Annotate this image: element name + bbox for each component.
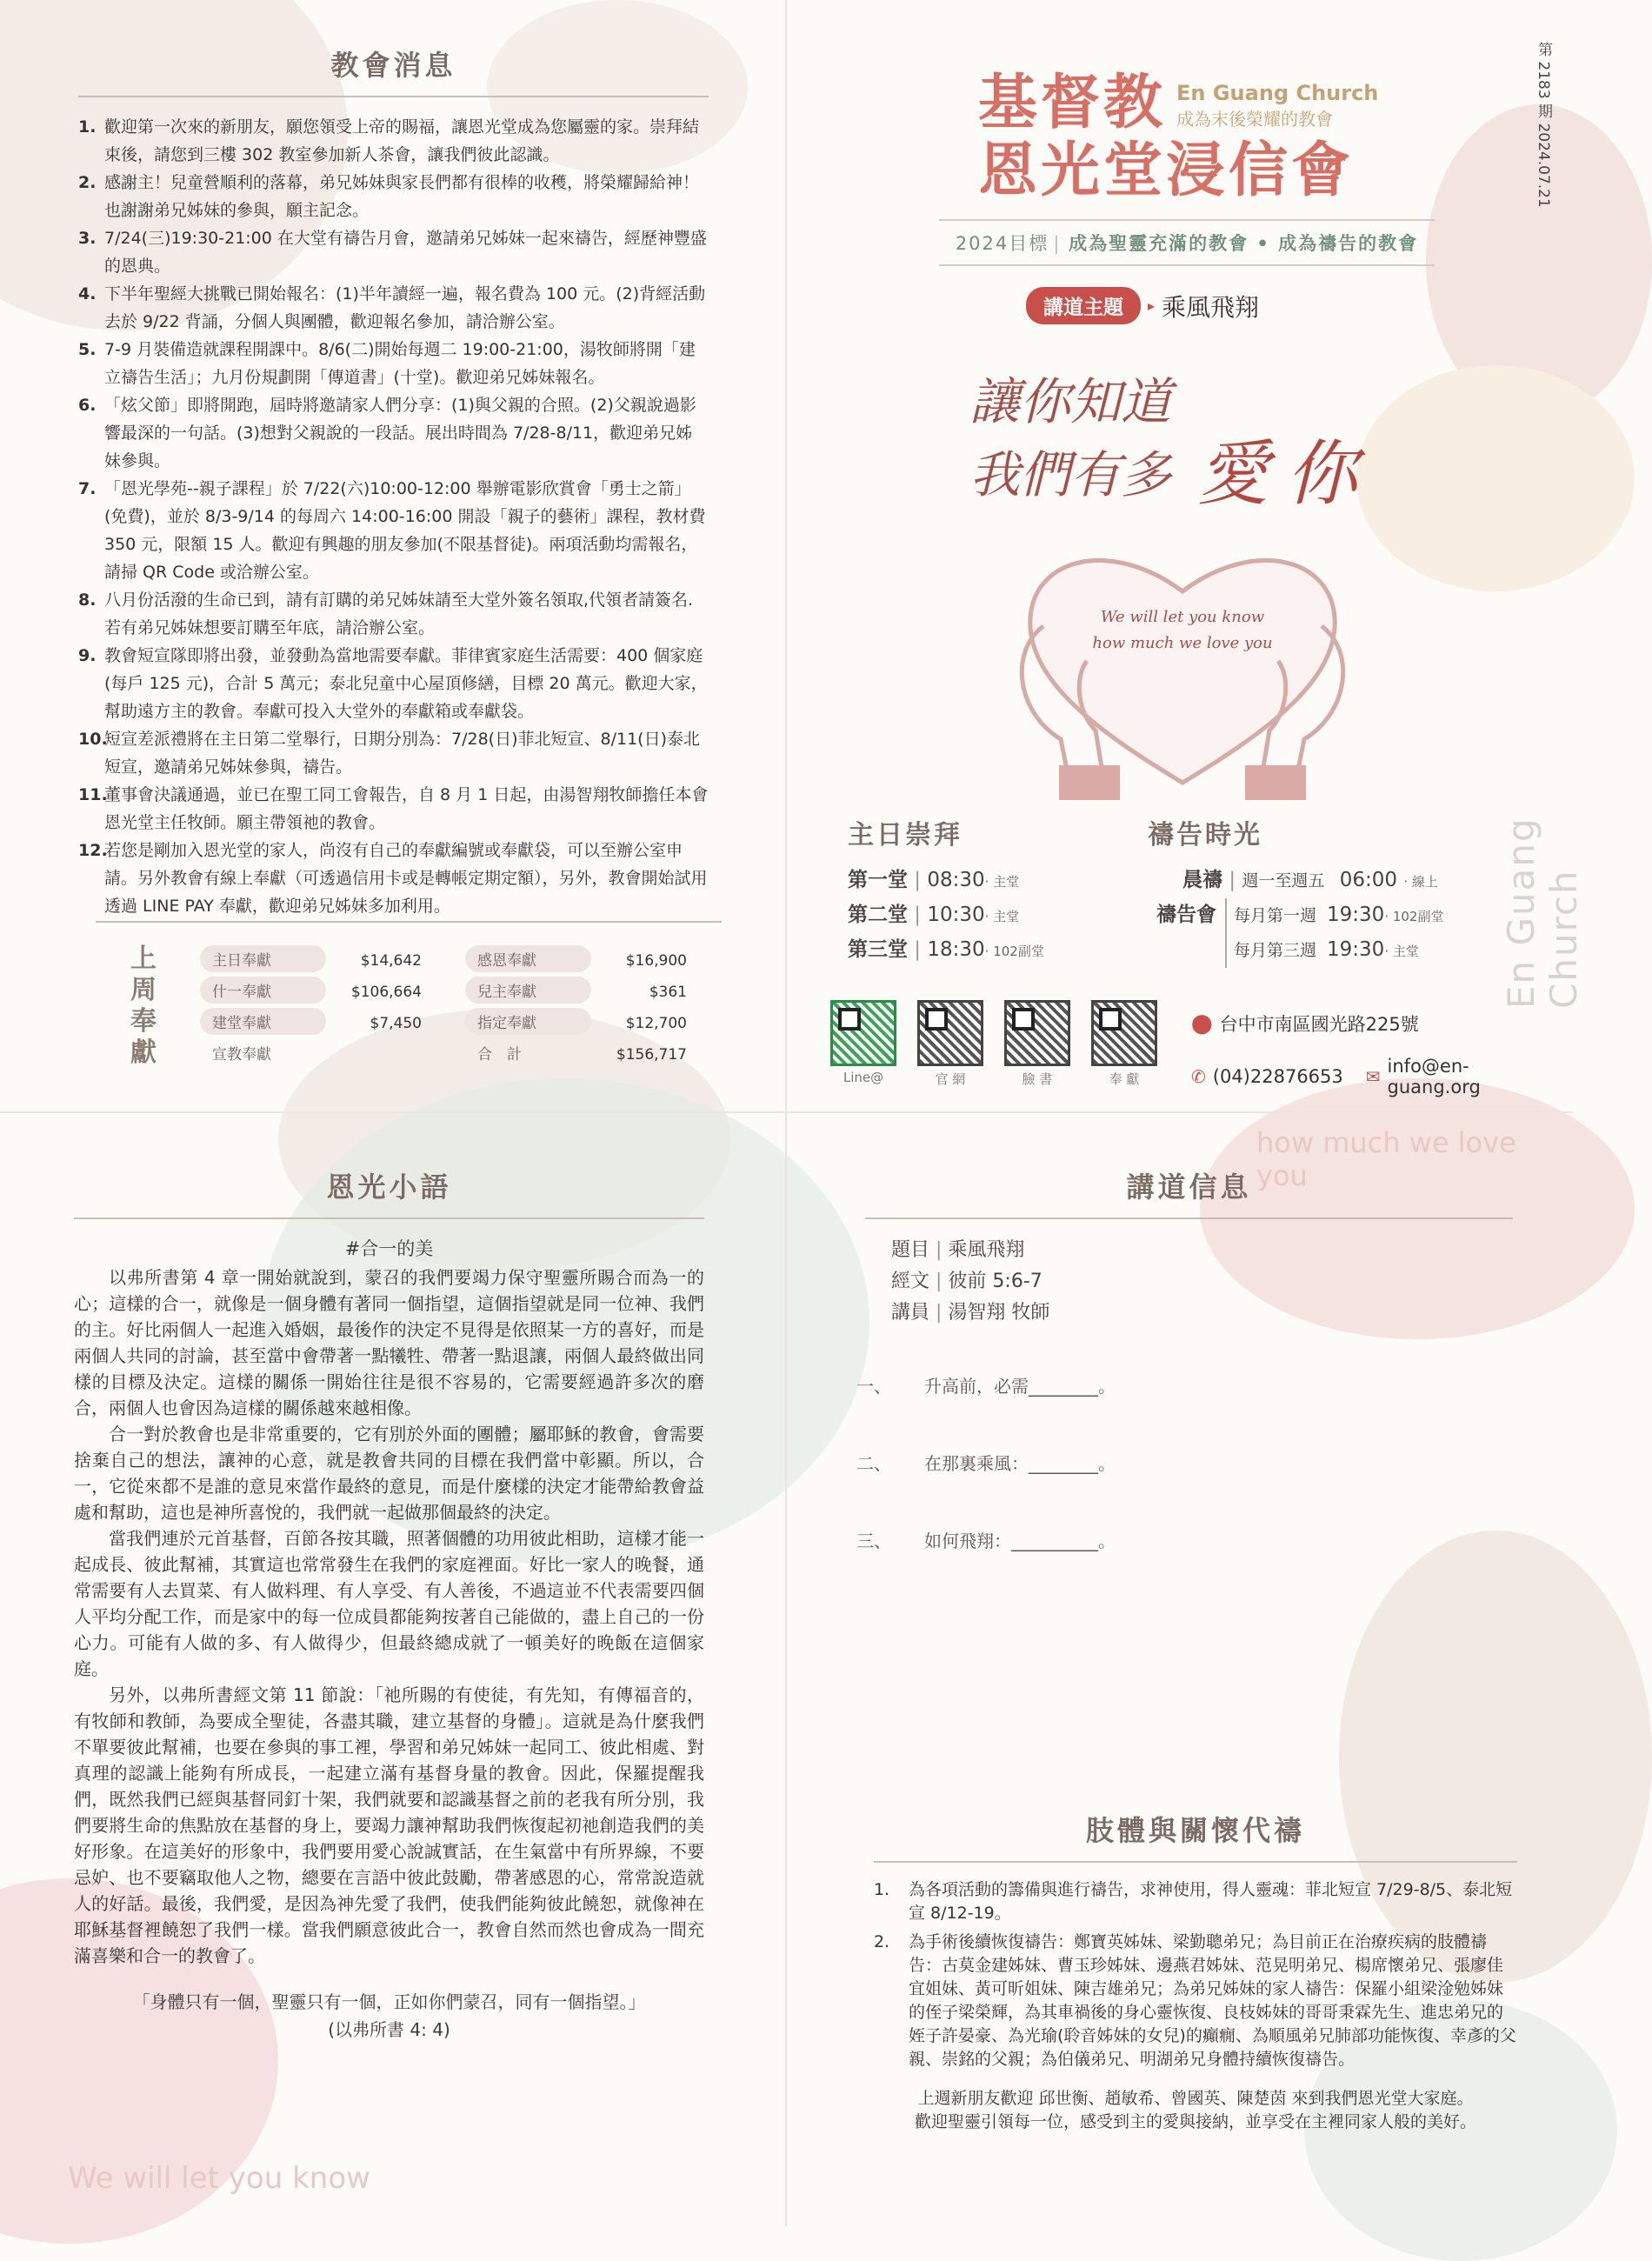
news-item-number: 6. <box>78 396 97 415</box>
news-item <box>78 113 709 169</box>
news-item <box>78 642 709 725</box>
qr-label: 臉 書 <box>1022 1071 1053 1087</box>
news-item <box>78 475 709 586</box>
essay-panel <box>74 1165 704 2044</box>
prayer-item: 2. 為手術後續恢復禱告：鄭寶英姊妹、梁勤聰弟兄；為目前正在治療疾病的肢體禱告：古莫金建姊妹、曹玉珍姊妹、邊燕君姊妹、范晃明弟兄、楊席懷弟兄、張廖佳宜姐妹、黃可昕姐妹、陳吉雄弟兄；為弟兄姊妹的家人禱告：保羅小組梁淦勉姊妹的侄子梁榮輝，為其車禍後的身心靈恢復、良枝姊妹的哥哥秉霖先生、進忠弟兄的姪子許晏豪、為光瑜(聆音姊妹的女兒)的癲癇、為順風弟兄肺部功能恢復、幸彥的父親、崇銘的父親；為伯儀弟兄、明湖弟兄身體持續恢復禱告。 <box>874 1932 1516 2069</box>
contact-block <box>1191 1010 1556 1097</box>
qr-code-item[interactable] <box>1004 1000 1070 1088</box>
heart-illustration <box>991 522 1374 809</box>
qr-label: 奉 獻 <box>1109 1071 1140 1087</box>
essay-paragraph: 當我們連於元首基督，百節各按其職，照著個體的功用彼此相助，這樣才能一起成長、彼此幫補，其實這也常常發生在我們的家庭裡面。好比一家人的晚餐，通常需要有人去買菜、有人做料理、有人享受、有人善後，不過這並不代表需要四個人平均分配工作，而是家中的每一位成員都能夠按著自己能做的，盡上自己的一份心力。可能有人做的多、有人做得少，但最終總成就了一頓美好的晚飯在這個家庭。 <box>74 1528 704 1679</box>
prayer-time-title: 禱告時光 <box>1148 820 1262 850</box>
offering-row: 宣教奉獻 合 計 $156,717 <box>212 1046 687 1064</box>
news-item <box>78 391 709 475</box>
morning-prayer-row: 晨禱 | 週一至週五 06:00 ‧ 線上 <box>1182 869 1438 891</box>
news-item <box>78 781 709 837</box>
worship-service: 第二堂 | 10:30‧ 主堂 <box>848 904 1020 926</box>
sermon-title: 講道信息 <box>1126 1171 1252 1204</box>
qr-code-icon <box>917 1000 983 1066</box>
issue-number: 第 2183 期 2024.07.21 <box>1535 42 1552 208</box>
theme-text: 乘風飛翔 <box>1162 292 1260 322</box>
prayer-meeting-time: 每月第三週 19:30‧ 主堂 <box>1234 938 1419 961</box>
email-icon: ✉ <box>1365 1066 1381 1087</box>
prayer-panel <box>874 1809 1517 2134</box>
news-item-number: 9. <box>78 646 97 665</box>
sermon-point: 二、 在那裏乘風：________。 <box>856 1453 1116 1474</box>
hand-love: 愛你 <box>1197 433 1376 516</box>
offering-box <box>96 935 713 1083</box>
hand-line2: 我們有多 <box>969 445 1172 504</box>
sermon-speaker: 湯智翔 牧師 <box>948 1302 1050 1324</box>
news-item-text: 7/24(三)19:30-21:00 在大堂有禱告月會，邀請弟兄姊妹一起來禱告，經歷神豐盛的恩典。 <box>104 229 707 276</box>
prayer-title: 肢體與關懷代禱 <box>1085 1814 1305 1847</box>
goal-label: 2024目標 <box>955 233 1049 254</box>
news-item-number: 12. <box>78 841 108 860</box>
news-item-text: 「炫父節」即將開跑，屆時將邀請家人們分享：(1)與父親的合照。(2)父親說過影響最深的一句話。(3)想對父親說的一段話。展出時間為 7/28-8/11，歡迎弟兄姊妹參與。 <box>104 396 696 470</box>
news-item-text: 7-9 月裝備造就課程開課中。8/6(二)開始每週二 19:00-21:00，湯牧師將開「建立禱告生活」；九月份規劃開「傳道書」(十堂)。歡迎弟兄姊妹報名。 <box>104 340 696 387</box>
news-item <box>78 837 709 920</box>
welcome-line1: 上週新朋友歡迎 邱世衡、趙敏希、曾國英、陳楚茵 來到我們恩光堂大家庭。 <box>917 2089 1474 2108</box>
news-item-number: 7. <box>78 479 97 498</box>
news-item-text: 下半年聖經大挑戰已開始報名：(1)半年讀經一遍，報名費為 100 元。(2)背經活動去於 9/22 背誦，分個人與團體，歡迎報名參加，請洽辦公室。 <box>104 284 706 331</box>
news-item-number: 1. <box>78 117 97 137</box>
qr-code-icon <box>830 1000 896 1066</box>
news-item <box>78 586 709 642</box>
essay-title: 恩光小語 <box>326 1171 452 1204</box>
essay-paragraph: 另外，以弗所書經文第 11 節說：「祂所賜的有使徒，有先知，有傳福音的，有牧師和教師，為要成全聖徒，各盡其職，建立基督的身體」。這就是為什麼我們不單要彼此幫補，也要在參與的事工裡，學習和弟兄姊妹一起同工、彼此相處、對真理的認識上能夠有所成長，一起建立滿有基督身量的教會。因此，保羅提醒我們，既然我們已經與基督同釘十架，我們就要和認識基督之前的老我有所分別，我們要將生命的焦點放在基督的身上，要竭力讓神幫助我們恢復起初祂創造我們的美好形象。在這美好的形象中，我們要用愛心說誠實話，在生氣當中有所界線，不要忌妒、也不要竊取他人之物，總要在言語中彼此鼓勵，帶著感恩的心，常常說造就人的好話。最後，我們愛，是因為神先愛了我們，使我們能夠彼此饒恕，就像神在耶穌基督裡饒恕了我們一樣。當我們願意彼此合一，教會自然而然也會成為一間充滿喜樂和合一的教會了。 <box>74 1684 704 1966</box>
prayer-list <box>874 1878 1517 2071</box>
hand-line1: 讓你知道 <box>969 372 1172 431</box>
news-item-number: 10. <box>78 730 108 749</box>
worship-title: 主日崇拜 <box>848 820 963 850</box>
side-brand-text: En Guang Church <box>1500 817 1585 1009</box>
phone: (04)22876653 <box>1212 1066 1343 1087</box>
news-item-text: 感謝主！兒童營順利的落幕，弟兄姊妹與家長們都有很棒的收穫，將榮耀歸給神！也謝謝弟兄姊妹的參與，願主記念。 <box>104 173 700 220</box>
news-item-text: 若您是剛加入恩光堂的家人，尚沒有自己的奉獻編號或奉獻袋，可以至辦公室申請。另外教會有線上奉獻（可透過信用卡或是轉帳定期定額），另外，教會開始試用透過 LINE PAY 奉獻，歡迎弟兄姊妹多加利用。 <box>104 841 708 916</box>
news-item-text: 短宣差派禮將在主日第二堂舉行，日期分別為：7/28(日)菲北短宣、8/11(日)泰北短宣，邀請弟兄姊妹參與，禱告。 <box>104 730 700 777</box>
prayer-meeting-time: 每月第一週 19:30‧ 102副堂 <box>1234 904 1444 926</box>
qr-code-icon <box>1004 1000 1070 1066</box>
prayer-meeting-row: 禱告會 每月第一週 19:30‧ 102副堂 每月第三週 19:30‧ 主堂 <box>1156 898 1513 968</box>
heart-text-line2: how much we love you <box>1092 634 1273 652</box>
news-item-text: 「恩光學苑--親子課程」於 7/22(六)10:00-12:00 舉辦電影欣賞會「勇士之箭」(免費)，並於 8/3-9/14 的每周六 14:00-16:00 開設「親子的藝術」課程，教材費 350 元，限額 15 人。歡迎有興趣的朋友參加(不限基督徒)。兩項活動均需報名，請掃 QR Code 或洽辦公室。 <box>104 479 706 582</box>
qr-label: 官 網 <box>935 1071 966 1087</box>
news-panel <box>78 43 709 920</box>
worship-service: 第一堂 | 08:30‧ 主堂 <box>848 869 1020 891</box>
sermon-point: 一、 升高前，必需________。 <box>856 1376 1116 1397</box>
brand-line1: 基督教 <box>978 69 1167 137</box>
news-item <box>78 280 709 336</box>
news-item-number: 8. <box>78 590 97 610</box>
news-item-number: 5. <box>78 340 97 359</box>
theme-row: 講道主題 ▸ 乘風飛翔 <box>1026 287 1259 324</box>
goal-bar: 2024目標 | 成為聖靈充滿的教會 • 成為禱告的教會 <box>939 219 1435 266</box>
news-item <box>78 224 709 280</box>
essay-subtitle: #合一的美 <box>344 1238 434 1259</box>
essay-paragraph: 以弗所書第 4 章一開始就說到，蒙召的我們要竭力保守聖靈所賜合而為一的心；這樣的合一，就像是一個身體有著同一個指望，這個指望就是同一位神、我們的主。好比兩個人一起進入婚姻，最後作的決定不見得是依照某一方的喜好，而是兩個人共同的討論，甚至當中會帶著一點犧牲、帶著一點退讓，兩個人最終做出同樣的目標及決定。這樣的關係一開始往往是很不容易的，它需要經過許多次的磨合，兩個人也會因為這樣的關係越來越相像。 <box>74 1267 704 1418</box>
welcome-line2: 歡迎聖靈引領每一位，感受到主的愛與接納，並享受在主裡同家人般的美好。 <box>914 2112 1476 2131</box>
news-item <box>78 336 709 391</box>
brand-block <box>978 70 1430 205</box>
news-title: 教會消息 <box>330 49 456 82</box>
news-item <box>78 725 709 781</box>
heart-hands-icon <box>991 522 1374 809</box>
brand-line2: 恩光堂浸信會 <box>978 137 1355 205</box>
middle-fold <box>0 1111 1574 1113</box>
news-item <box>78 169 709 224</box>
essay-paragraph: 合一對於教會也是非常重要的，它有別於外面的團體；屬耶穌的教會，會需要捨棄自己的想法，讓神的心意，就是教會共同的目標在我們當中彰顯。所以，合一，它從來都不是誰的意見來當作最終的意見，而是什麼樣的決定才能帶給教會益處和幫助，這也是神所喜悅的，我們就一起做那個最終的決定。 <box>74 1424 704 1523</box>
news-item-text: 八月份活潑的生命已到，請有訂購的弟兄姊妹請至大堂外簽名領取,代領者請簽名.若有弟兄姊妹想要訂購至年底，請洽辦公室。 <box>104 590 694 637</box>
address: 台中市南區國光路225號 <box>1219 1014 1419 1035</box>
news-item-number: 2. <box>78 173 97 192</box>
sermon-panel: 講道信息 題目 | 乘風飛翔 經文 | 彼前 5:6-7 講員 | 湯智翔 牧師 一、 升高前，必需________。 二、 在那裏乘風：________。 三、 如何飛翔：__________。 <box>865 1165 1513 1604</box>
offering-row: 建堂奉獻 $7,450 指定奉獻 $12,700 <box>200 1008 687 1035</box>
sermon-topic: 乘風飛翔 <box>948 1239 1025 1261</box>
qr-code-item[interactable] <box>917 1000 983 1088</box>
prayer-time-block <box>1148 813 1513 968</box>
heart-text-line1: We will let you know <box>1100 608 1265 626</box>
script-right: how much we love you <box>1256 1126 1516 1192</box>
location-pin-icon: ⬤ <box>1191 1012 1213 1035</box>
qr-codes <box>830 1000 1157 1088</box>
news-item-number: 11. <box>78 785 108 804</box>
news-item-number: 3. <box>78 229 97 248</box>
qr-code-item[interactable] <box>1091 1000 1157 1088</box>
sermon-scripture: 彼前 5:6-7 <box>948 1271 1042 1292</box>
news-item-number: 4. <box>78 284 97 303</box>
handwritten-heading <box>969 365 1376 516</box>
phone-icon: ✆ <box>1191 1066 1206 1087</box>
brand-subtitle: 成為末後榮耀的教會 <box>1176 109 1334 130</box>
news-list <box>78 113 709 920</box>
offering-title: 上 周 奉 獻 <box>130 944 157 1068</box>
theme-label: 講道主題 <box>1026 287 1141 324</box>
qr-code-item[interactable] <box>830 1000 896 1088</box>
offering-row: 主日奉獻 $14,642 感恩奉獻 $16,900 <box>200 945 687 972</box>
essay-body <box>74 1264 704 1969</box>
center-fold <box>785 0 787 2226</box>
goal-text: 成為聖靈充滿的教會 • 成為禱告的教會 <box>1069 233 1419 254</box>
news-item-text: 歡迎第一次來的新朋友，願您領受上帝的賜福，讓恩光堂成為您屬靈的家。崇拜結束後，請您到三樓 302 教室參加新人茶會，讓我們彼此認識。 <box>104 117 700 164</box>
worship-service: 第三堂 | 18:30‧ 102副堂 <box>848 938 1044 961</box>
qr-label: Line@ <box>843 1070 884 1085</box>
essay-verse-ref: (以弗所書 4: 4) <box>328 2019 450 2040</box>
news-item-text: 教會短宣隊即將出發，並發動為當地需要奉獻。菲律賓家庭生活需要：400 個家庭(每戶 125 元)，合計 5 萬元；泰北兒童中心屋頂修繕，目標 20 萬元。歡迎大家，幫助遠方主的教會。奉獻可投入大堂外的奉獻箱或奉獻袋。 <box>104 646 708 721</box>
prayer-item: 1. 為各項活動的籌備與進行禱告，求神使用，得人靈魂：菲北短宣 7/29-8/5、泰北短宣 8/12-19。 <box>874 1880 1513 1923</box>
news-item-text: 董事會決議通過，並已在聖工同工會報告，自 8 月 1 日起，由湯智翔牧師擔任本會恩光堂主任牧師。願主帶領祂的教會。 <box>104 785 709 832</box>
worship-block <box>848 813 1135 968</box>
essay-verse: 「身體只有一個，聖靈只有一個，正如你們蒙召，同有一個指望。」 <box>132 1991 646 2012</box>
qr-code-icon <box>1091 1000 1157 1066</box>
email[interactable]: info@en-guang.org <box>1387 1056 1481 1097</box>
offering-row: 什一奉獻 $106,664 兒主奉獻 $361 <box>200 977 687 1004</box>
brand-english: En Guang Church <box>1176 81 1379 105</box>
sermon-point: 三、 如何飛翔：__________。 <box>856 1531 1116 1551</box>
footer-script-left: We will let you know <box>68 2161 370 2196</box>
